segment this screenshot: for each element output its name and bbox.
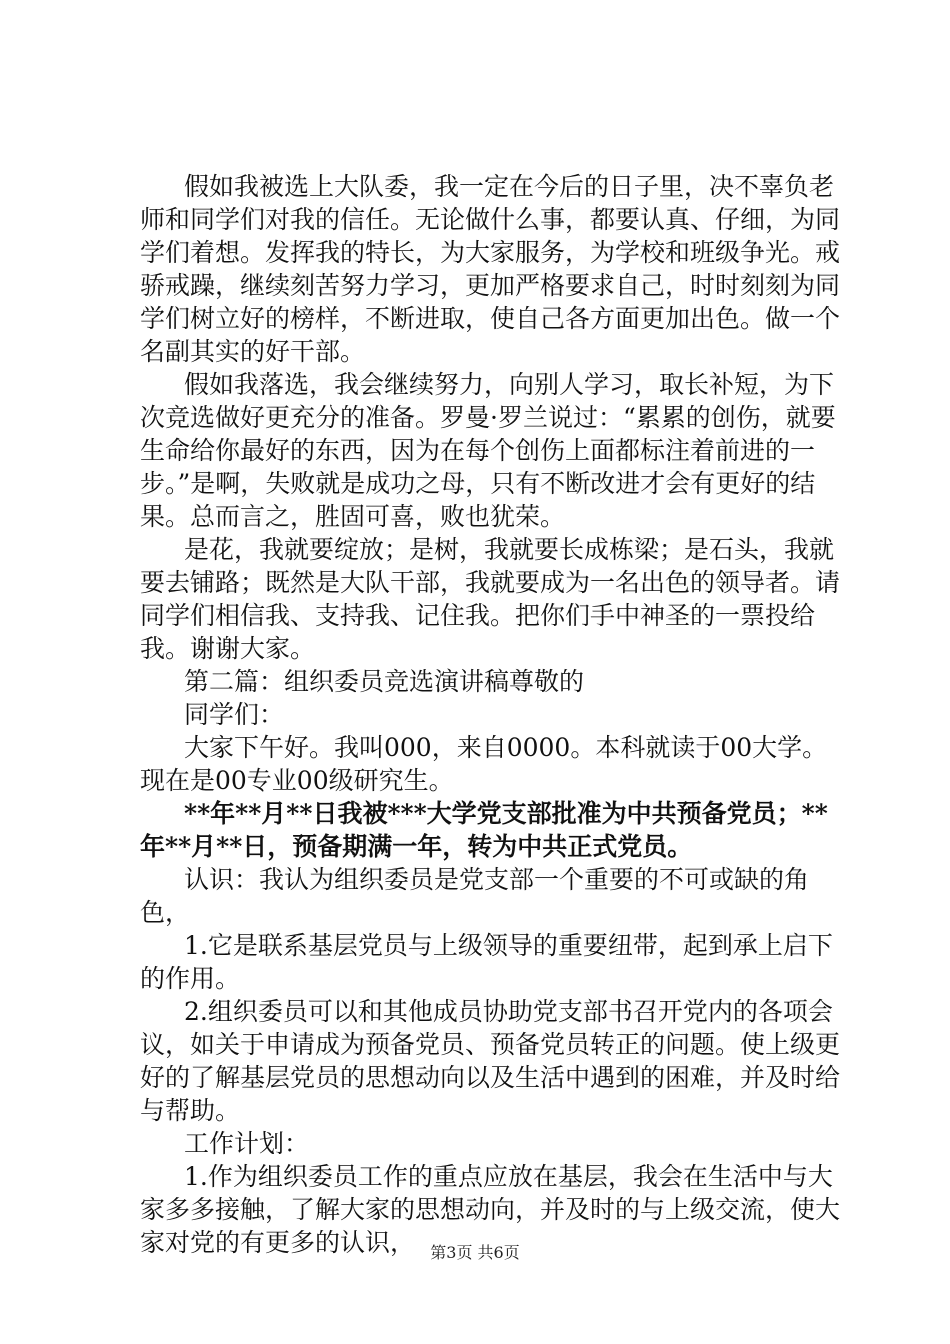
paragraph-candidacy-pledge: 假如我被选上大队委，我一定在今后的日子里，决不辜负老师和同学们对我的信任。无论做什么事，都要认真、仔细，为同学们着想。发挥我的特长，为大家服务，为学校和班级争光。戒骄戒躁，继续刻苦努力学习，更加严格要求自己，时时刻刻为同学们树立好的榜样，不断进取，使自己各方面更加出色。做一个名副其实的好干部。 (140, 172, 841, 366)
document-body (140, 170, 840, 1259)
section-heading-work-plan: 工作计划： (184, 1129, 310, 1158)
paragraph-introduction: 大家下午好。我叫000，来自0000。本科就读于00大学。现在是00专业00级研究生。 (140, 733, 828, 795)
salutation: 同学们： (184, 700, 285, 729)
paragraph-closing: 是花，我就要绽放；是树，我就要长成栋梁；是石头，我就要去铺路；既然是大队干部，我就要成为一名出色的领导者。请同学们相信我、支持我、记住我。把你们手中神圣的一票投给我。谢谢大家。 (140, 535, 841, 663)
section-heading-part-two: 第二篇：组织委员竞选演讲稿尊敬的 (184, 667, 585, 696)
list-item-work-plan-1: 1.作为组织委员工作的重点应放在基层，我会在生活中与大家多多接触，了解大家的思想动向，并及时的与上级交流，使大家对党的有更多的认识， (140, 1162, 841, 1257)
paragraph-if-not-elected: 假如我落选，我会继续努力，向别人学习，取长补短，为下次竞选做好更充分的准备。罗曼·罗兰说过：“累累的创伤，就要生命给你最好的东西，因为在每个创伤上面都标注着前进的一步。”是啊，失败就是成功之母，只有不断改进才会有更好的结果。总而言之，胜固可喜，败也犹荣。 (140, 370, 836, 531)
paragraph-understanding: 认识：我认为组织委员是党支部一个重要的不可或缺的角色， (140, 865, 810, 927)
list-item-understanding-1: 1.它是联系基层党员与上级领导的重要纽带，起到承上启下的作用。 (140, 931, 833, 993)
page-number-footer: 第3页 共6页 (430, 1243, 520, 1262)
list-item-understanding-2: 2.组织委员可以和其他成员协助党支部书召开党内的各项会议，如关于申请成为预备党员、预备党员转正的问题。使上级更好的了解基层党员的思想动向以及生活中遇到的困难，并及时给与帮助。 (140, 997, 841, 1125)
paragraph-party-membership: **年**月**日我被***大学党支部批准为中共预备党员；**年**月**日，预备期满一年，转为中共正式党员。 (140, 799, 828, 861)
